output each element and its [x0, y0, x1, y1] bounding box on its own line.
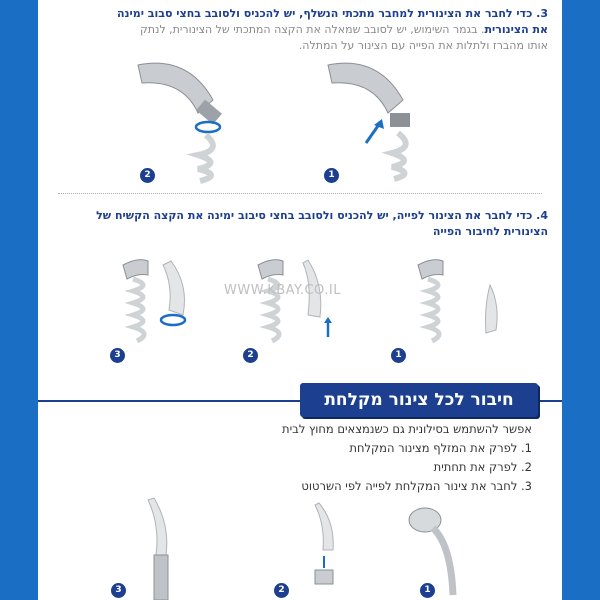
step-3-line-1: 3. כדי לחבר את הצינורית למחבר מתכתי הנשלף, יש להכניס ולסובב בחצי סבוב ימינה [117, 7, 548, 20]
shower-head-illustration [403, 500, 483, 600]
step-3-line-3: אותו מהברז ולתלות את הפייה עם הצינור על המתלה. [298, 39, 548, 52]
step-badge-1b: 1 [391, 348, 406, 363]
step-badge-2: 2 [140, 168, 155, 183]
step-3-line-2: את הצינורית. בגמר השימוש, יש לסובב שמאלה את הקצה המתכתי של הצינורית, לנתק [140, 23, 548, 36]
section-intro: אפשר להשתמש בסילונית גם כשנמצאים מחוץ לבית [282, 422, 532, 436]
left-blue-border [0, 0, 38, 600]
watermark: WWW.KBAY.CO.IL [224, 283, 341, 298]
shower-connection-instructions [132, 420, 532, 496]
hose-and-nozzle-separate-illustration [388, 255, 518, 360]
right-blue-border [562, 0, 600, 600]
nozzle-adapter-illustration [293, 500, 353, 600]
list-item: 2. לפרק את תחתית [433, 460, 532, 474]
step-4-instructions [68, 208, 548, 240]
step-badge-1: 1 [324, 168, 339, 183]
hose-nozzle-rotate-illustration [113, 255, 233, 360]
list-item: 1. לפרק את המזלף מצינור המקלחת [349, 441, 532, 455]
section-title: חיבור לכל צינור מקלחת [300, 383, 538, 417]
faucet-rotate-illustration [128, 55, 268, 185]
step-4-line-2: הצינורית לחיבור הפייה [432, 225, 548, 238]
list-item: 3. לחבר את צינור המקלחת לפייה לפי השרטוט [301, 479, 532, 493]
step-badge-2b: 2 [243, 348, 258, 363]
nozzle-with-hose-illustration [128, 495, 188, 600]
manual-page [38, 0, 562, 600]
step-4-line-1: 4. כדי לחבר את הצינור לפייה, יש להכניס ולסובב בחצי סיבוב ימינה את הקצה הקשיח של [96, 209, 548, 222]
step-3-instructions [68, 6, 548, 54]
step-badge-2c: 2 [274, 583, 289, 598]
hose-nozzle-insert-illustration [248, 255, 368, 360]
faucet-insert-illustration [318, 55, 458, 185]
step-badge-3: 3 [110, 348, 125, 363]
step-badge-1c: 1 [420, 583, 435, 598]
step-badge-3c: 3 [111, 583, 126, 598]
section-divider [58, 193, 542, 194]
